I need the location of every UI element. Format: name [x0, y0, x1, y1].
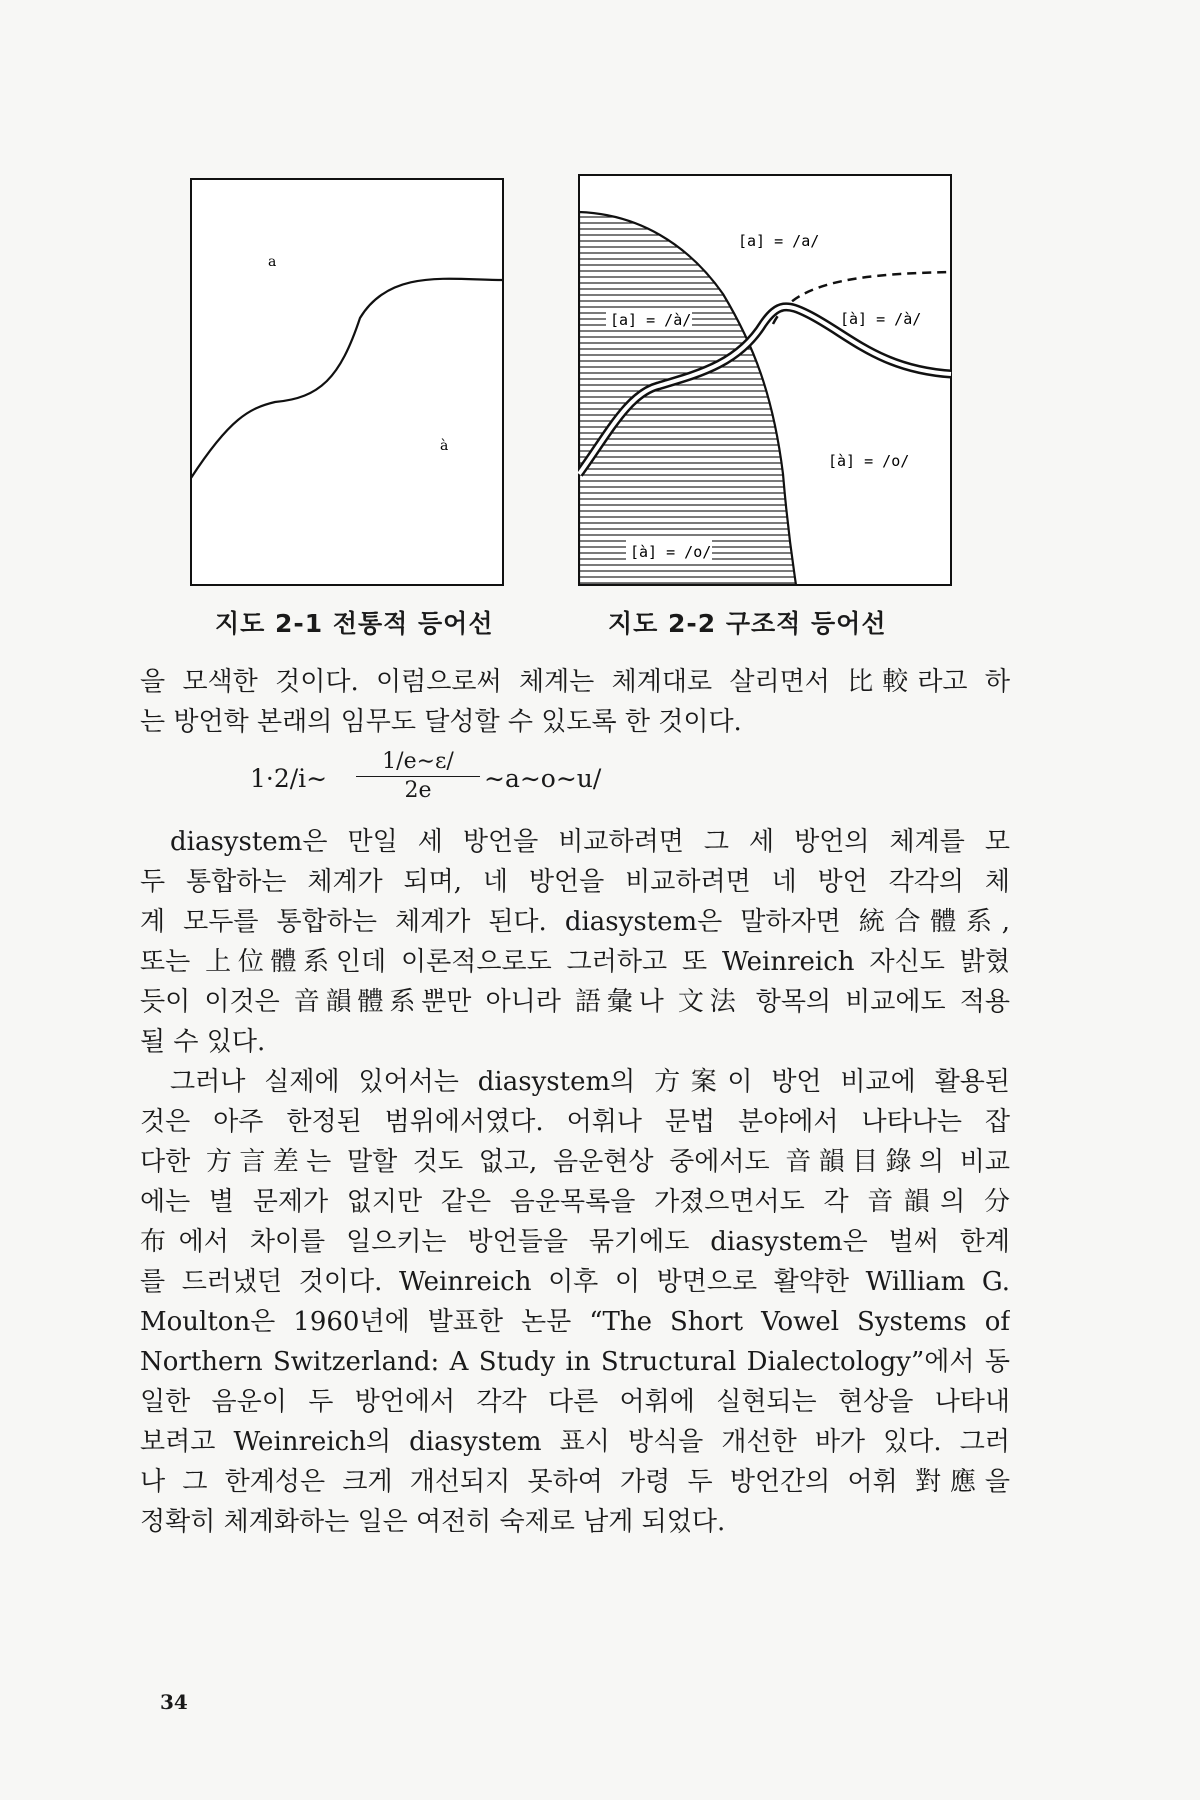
map-2-1-label-top: a — [268, 254, 277, 270]
formula-fraction — [356, 748, 480, 805]
formula — [250, 748, 750, 812]
map-2-1 — [190, 178, 504, 586]
text-line: 布에서 차이를 일으키는 방언들을 묶기에도 diasystem은 벌써 한계 — [140, 1227, 1010, 1257]
text-line: Northern Switzerland: A Study in Structural Dialectology”에서 동 — [140, 1347, 1010, 1377]
map-2-2-label-tr: [a] = /a/ — [738, 232, 820, 250]
page-number: 34 — [160, 1690, 188, 1714]
text-line: 을 모색한 것이다. 이럼으로써 체계는 체계대로 살리면서 比較라고 하 — [140, 667, 1010, 697]
text-line: 될 수 있다. — [140, 1027, 266, 1057]
formula-rhs: ∼a∼o∼u/ — [484, 764, 602, 793]
text-line: 일한 음운이 두 방언에서 각각 다른 어휘에 실현되는 현상을 나타내 — [140, 1387, 1010, 1417]
formula-denominator: 2e — [404, 778, 432, 803]
map-2-2-label-hatched-bottom: [à] = /o/ — [630, 543, 712, 561]
formula-numerator: 1/e∼ε/ — [382, 749, 454, 774]
text-line: 것은 아주 한정된 범위에서였다. 어휘나 문법 분야에서 나타나는 잡 — [140, 1107, 1010, 1137]
formula-lhs: 1·2/i∼ — [250, 764, 328, 793]
map-2-2 — [578, 174, 952, 586]
text-line: 또는 上位體系인데 이론적으로도 그러하고 또 Weinreich 자신도 밝혔 — [140, 947, 1010, 977]
text-line: 두 통합하는 체계가 되며, 네 방언을 비교하려면 네 방언 각각의 체 — [140, 867, 1010, 897]
text-line: Moulton은 1960년에 발표한 논문 “The Short Vowel Systems of — [140, 1307, 1010, 1337]
text-line: 에는 별 문제가 없지만 같은 음운목록을 가졌으면서도 각 音韻의 分 — [140, 1187, 1010, 1217]
map-2-2-label-mid-right: [à] = /à/ — [840, 310, 922, 328]
text-line: 나 그 한계성은 크게 개선되지 못하여 가령 두 방언간의 어휘 對應을 — [140, 1467, 1010, 1497]
paragraph-2 — [140, 1062, 1010, 1542]
text-line: 다한 方言差는 말할 것도 없고, 음운현상 중에서도 音韻目錄의 비교 — [140, 1147, 1010, 1177]
text-line: 정확히 체계화하는 일은 여전히 숙제로 남게 되었다. — [140, 1507, 726, 1537]
map-2-1-drawing — [190, 178, 504, 586]
map-2-1-frame — [191, 179, 503, 585]
text-line: diasystem은 만일 세 방언을 비교하려면 그 세 방언의 체계를 모 — [170, 827, 1010, 857]
map-2-2-label-hatched-top: [a] = /à/ — [610, 311, 692, 329]
text-line: 계 모두를 통합하는 체계가 된다. diasystem은 말하자면 統合體系, — [140, 907, 1010, 937]
text-line: 그러나 실제에 있어서는 diasystem의 方案이 방언 비교에 활용된 — [170, 1067, 1010, 1097]
hatched-region — [579, 212, 796, 585]
text-line: 듯이 이것은 音韻體系뿐만 아니라 語彙나 文法 항목의 비교에도 적용 — [140, 987, 1010, 1017]
paragraph-1 — [140, 822, 1010, 1062]
map-2-1-caption: 지도 2-1 전통적 등어선 — [215, 609, 494, 638]
paragraph-intro — [140, 662, 1010, 742]
map-2-1-label-bottom: à — [440, 438, 449, 454]
map-2-2-caption: 지도 2-2 구조적 등어선 — [608, 609, 887, 638]
map-2-2-drawing — [578, 174, 952, 586]
text-line: 보려고 Weinreich의 diasystem 표시 방식을 개선한 바가 있다. 그러 — [140, 1427, 1010, 1457]
map-2-2-label-lower-right: [à] = /o/ — [828, 452, 910, 470]
text-line: 는 방언학 본래의 임무도 달성할 수 있도록 한 것이다. — [140, 707, 742, 737]
text-line: 를 드러냈던 것이다. Weinreich 이후 이 방면으로 활약한 William G. — [140, 1267, 1010, 1297]
